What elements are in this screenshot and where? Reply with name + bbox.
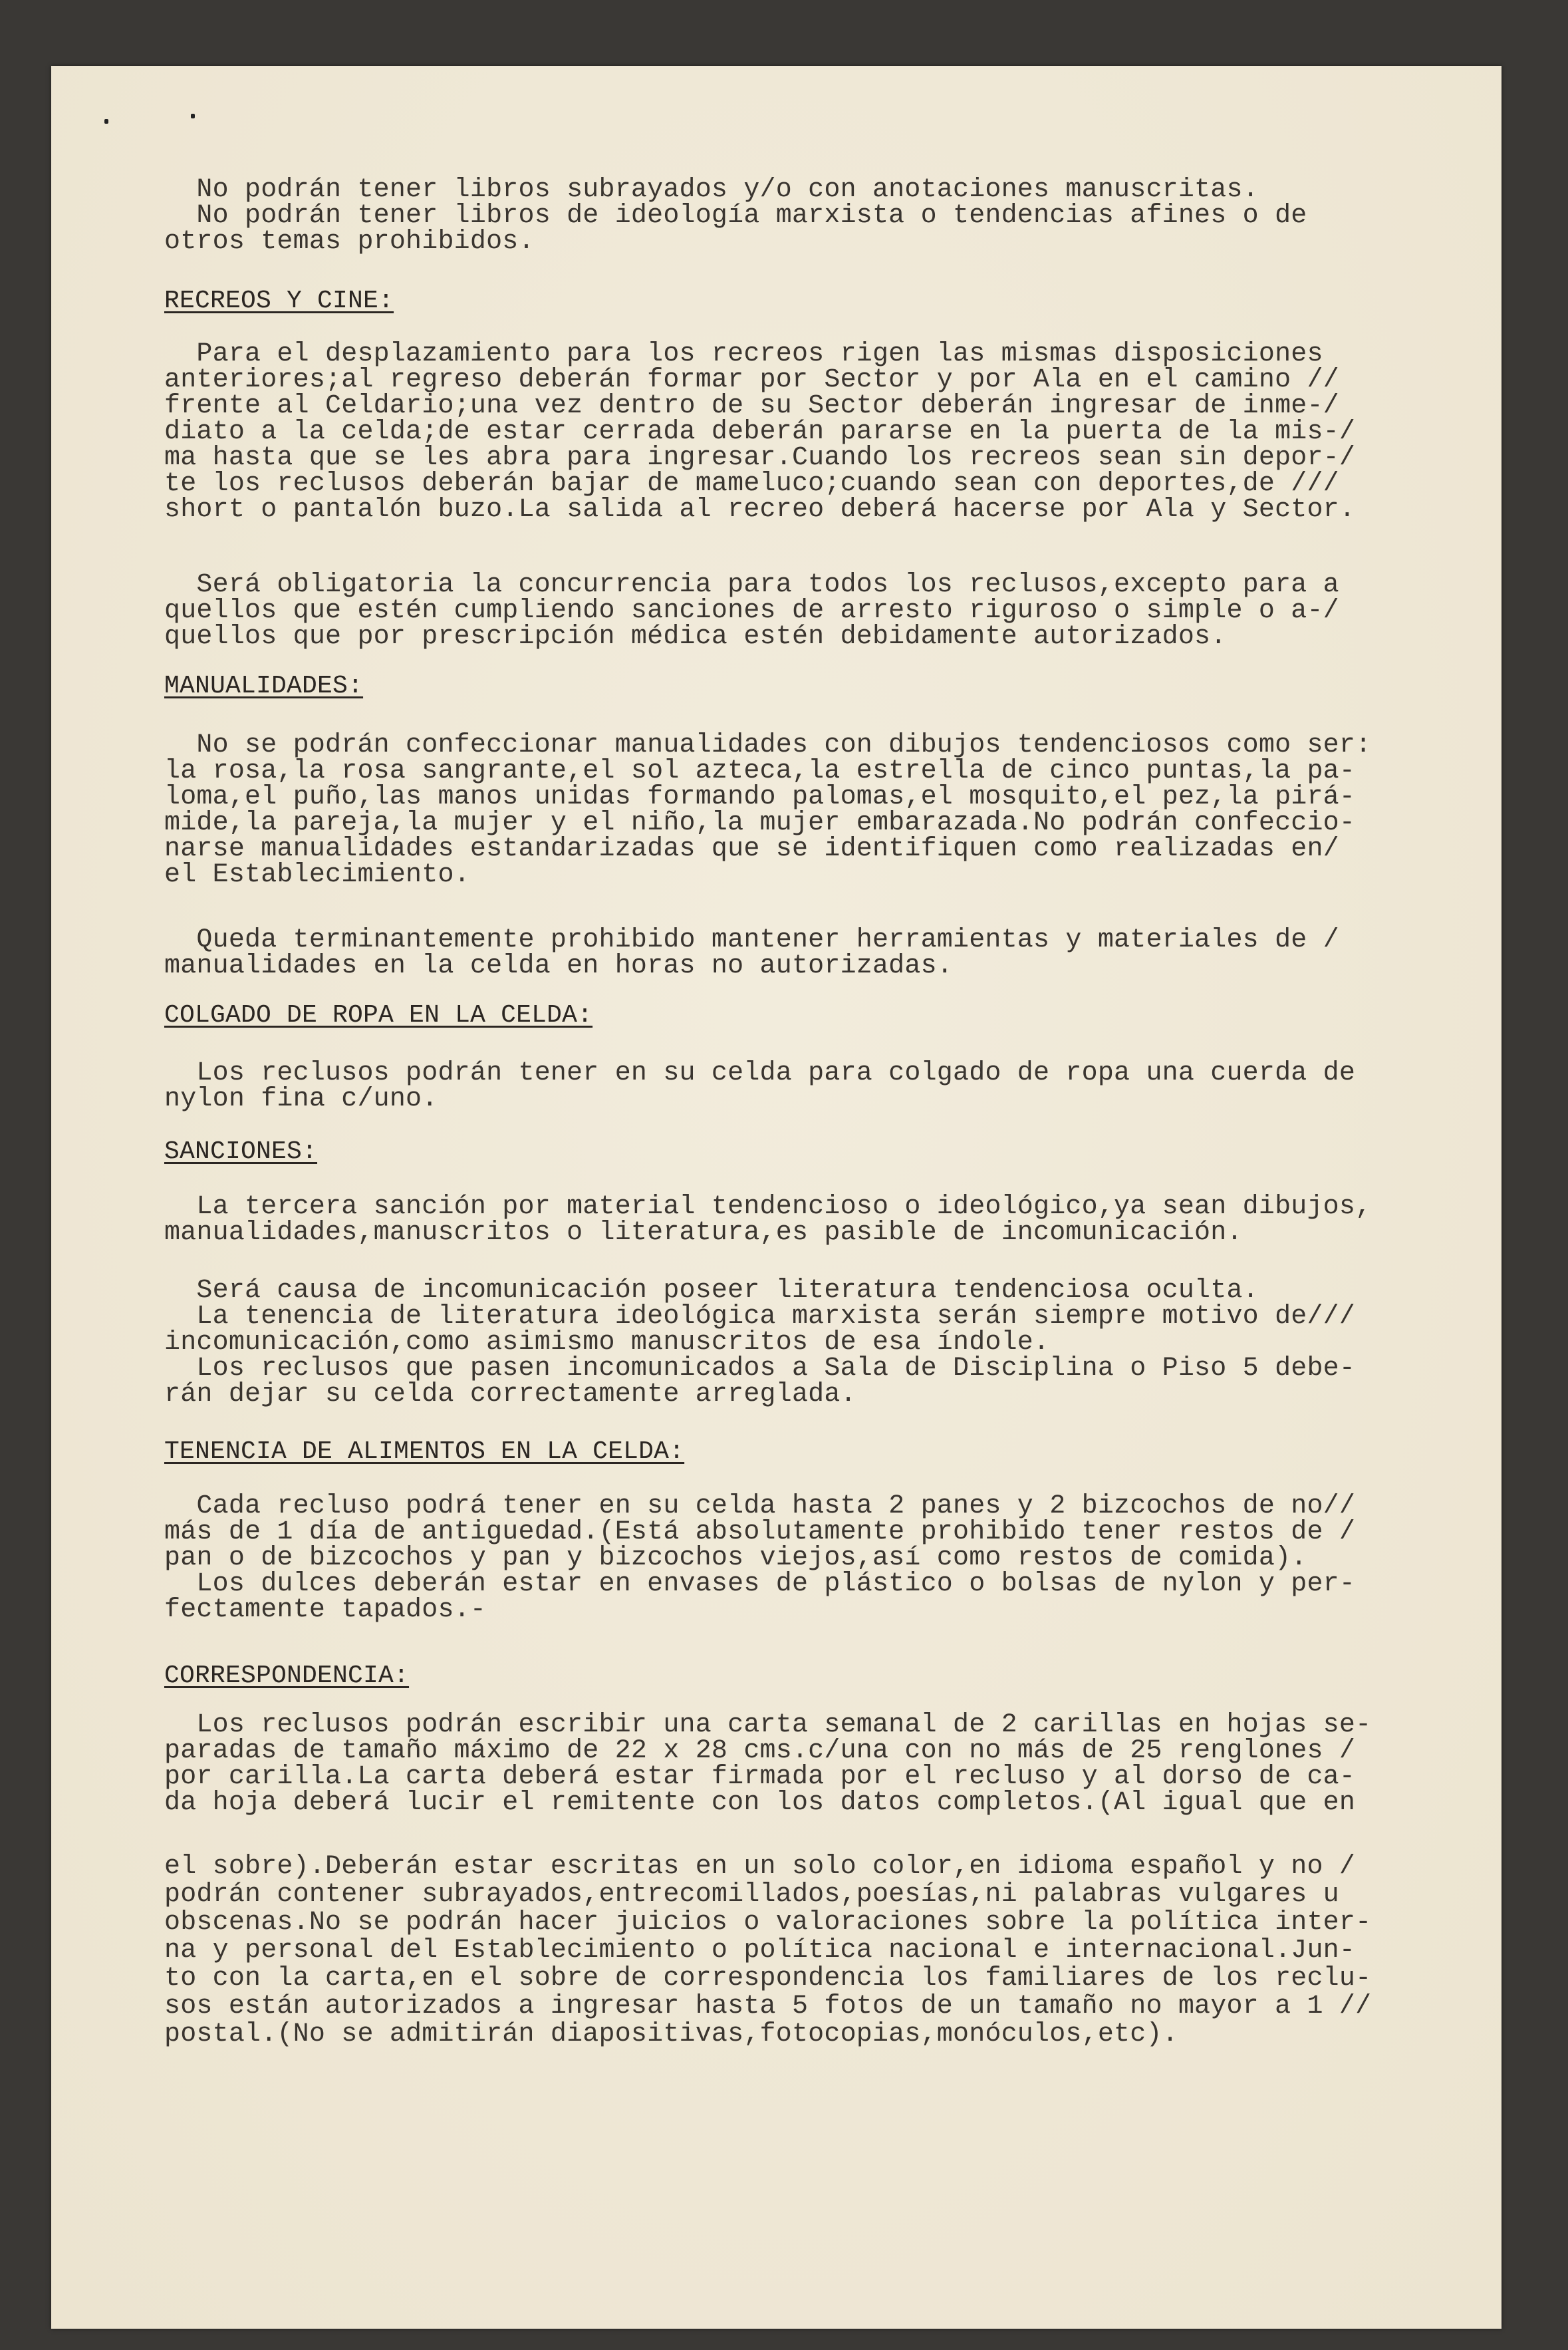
text-line: No podrán tener libros de ideología marxista o tendencias afines o de [164, 201, 1307, 231]
section-heading [164, 1137, 1461, 1167]
text-line: anteriores;al regreso deberán formar por Sector y por Ala en el camino // [164, 365, 1339, 395]
paragraph [164, 177, 1461, 255]
text-line: postal.(No se admitirán diapositivas,fotocopias,monóculos,etc). [164, 2019, 1178, 2049]
ink-mark [104, 119, 108, 124]
text-line: por carilla.La carta deberá estar firmada por el recluso y al dorso de ca- [164, 1762, 1356, 1792]
text-line: incomunicación,como asimismo manuscritos de esa índole. [164, 1328, 1050, 1358]
text-line: frente al Celdario;una vez dentro de su Sector deberán ingresar de inme-/ [164, 391, 1339, 421]
text-line: narse manualidades estandarizadas que se identifiquen como realizadas en/ [164, 834, 1339, 864]
text-line: otros temas prohibidos. [164, 227, 535, 257]
text-line: No podrán tener libros subrayados y/o con anotaciones manuscritas. [164, 175, 1259, 205]
text-line: rán dejar su celda correctamente arreglada. [164, 1380, 856, 1409]
text-line: más de 1 día de antiguedad.(Está absolutamente prohibido tener restos de / [164, 1517, 1356, 1547]
text-line: Cada recluso podrá tener en su celda hasta 2 panes y 2 bizcochos de no// [164, 1491, 1356, 1521]
section-heading-text: MANUALIDADES: [164, 672, 364, 700]
text-line: ma hasta que se les abra para ingresar.Cuando los recreos sean sin depor-/ [164, 443, 1356, 473]
paragraph [164, 1853, 1461, 2049]
text-line: Para el desplazamiento para los recreos rigen las mismas disposiciones [164, 339, 1323, 369]
text-line: te los reclusos deberán bajar de mameluco;cuando sean con deportes,de /// [164, 469, 1339, 499]
text-line: diato a la celda;de estar cerrada deberán pararse en la puerta de la mis-/ [164, 417, 1356, 447]
section-heading [164, 1437, 1461, 1467]
section-heading-text: SANCIONES: [164, 1137, 318, 1166]
paragraph [164, 1278, 1461, 1407]
text-line: Los dulces deberán estar en envases de plástico o bolsas de nylon y per- [164, 1569, 1356, 1599]
text-line: podrán contener subrayados,entrecomillados,poesías,ni palabras vulgares u [164, 1880, 1339, 1910]
text-line: Los reclusos que pasen incomunicados a Sala de Disciplina o Piso 5 debe- [164, 1354, 1356, 1384]
section-heading [164, 1000, 1461, 1030]
text-line: nylon fina c/uno. [164, 1084, 438, 1114]
paragraph [164, 1060, 1461, 1112]
text-line: Los reclusos podrán escribir una carta semanal de 2 carillas en hojas se- [164, 1710, 1372, 1740]
text-line: short o pantalón buzo.La salida al recreo deberá hacerse por Ala y Sector. [164, 495, 1356, 525]
text-line: el sobre).Deberán estar escritas en un solo color,en idioma español y no / [164, 1852, 1356, 1882]
text-line: fectamente tapados.- [164, 1595, 487, 1625]
text-line: La tenencia de literatura ideológica marxista serán siempre motivo de/// [164, 1302, 1356, 1332]
section-heading-text: TENENCIA DE ALIMENTOS EN LA CELDA: [164, 1437, 685, 1466]
paragraph [164, 1194, 1461, 1246]
text-line: Queda terminantemente prohibido mantener herramientas y materiales de / [164, 925, 1339, 955]
text-line: sos están autorizados a ingresar hasta 5 fotos de un tamaño no mayor a 1 // [164, 1991, 1372, 2021]
section-heading-text: COLGADO DE ROPA EN LA CELDA: [164, 1001, 593, 1030]
text-line: Será causa de incomunicación poseer literatura tendenciosa oculta. [164, 1276, 1259, 1306]
text-line: Los reclusos podrán tener en su celda para colgado de ropa una cuerda de [164, 1058, 1356, 1088]
text-line: manualidades,manuscritos o literatura,es pasible de incomunicación. [164, 1218, 1243, 1248]
section-heading [164, 286, 1461, 316]
text-line: na y personal del Establecimiento o política nacional e internacional.Jun- [164, 1936, 1356, 1966]
text-line: loma,el puño,las manos unidas formando palomas,el mosquito,el pez,la pirá- [164, 782, 1356, 812]
text-line: da hoja deberá lucir el remitente con los datos completos.(Al igual que en [164, 1788, 1356, 1818]
section-heading-text: CORRESPONDENCIA: [164, 1662, 410, 1690]
paragraph [164, 927, 1461, 979]
typewritten-page [51, 66, 1502, 2329]
paragraph [164, 1493, 1461, 1623]
paragraph [164, 572, 1461, 650]
text-line: el Establecimiento. [164, 860, 470, 890]
text-line: obscenas.No se podrán hacer juicios o valoraciones sobre la política inter- [164, 1908, 1372, 1938]
text-line: manualidades en la celda en horas no autorizadas. [164, 951, 953, 981]
text-line: la rosa,la rosa sangrante,el sol azteca,la estrella de cinco puntas,la pa- [164, 756, 1356, 786]
section-heading [164, 671, 1461, 701]
text-line: to con la carta,en el sobre de correspondencia los familiares de los reclu- [164, 1964, 1372, 1993]
text-line: quellos que estén cumpliendo sanciones de arresto riguroso o simple o a-/ [164, 596, 1339, 626]
text-line: mide,la pareja,la mujer y el niño,la mujer embarazada.No podrán confeccio- [164, 808, 1356, 838]
text-line: pan o de bizcochos y pan y bizcochos viejos,así como restos de comida). [164, 1543, 1307, 1573]
text-line: Será obligatoria la concurrencia para todos los reclusos,excepto para a [164, 570, 1339, 600]
ink-mark [191, 114, 195, 118]
paragraph [164, 732, 1461, 888]
text-line: paradas de tamaño máximo de 22 x 28 cms.c/una con no más de 25 renglones / [164, 1736, 1356, 1766]
text-line: quellos que por prescripción médica estén debidamente autorizados. [164, 622, 1227, 652]
text-line: No se podrán confeccionar manualidades con dibujos tendenciosos como ser: [164, 730, 1372, 760]
paragraph [164, 1712, 1461, 1816]
section-heading-text: RECREOS Y CINE: [164, 287, 394, 315]
section-heading [164, 1661, 1461, 1691]
paragraph [164, 341, 1461, 523]
text-line: La tercera sanción por material tendencioso o ideológico,ya sean dibujos, [164, 1192, 1372, 1222]
